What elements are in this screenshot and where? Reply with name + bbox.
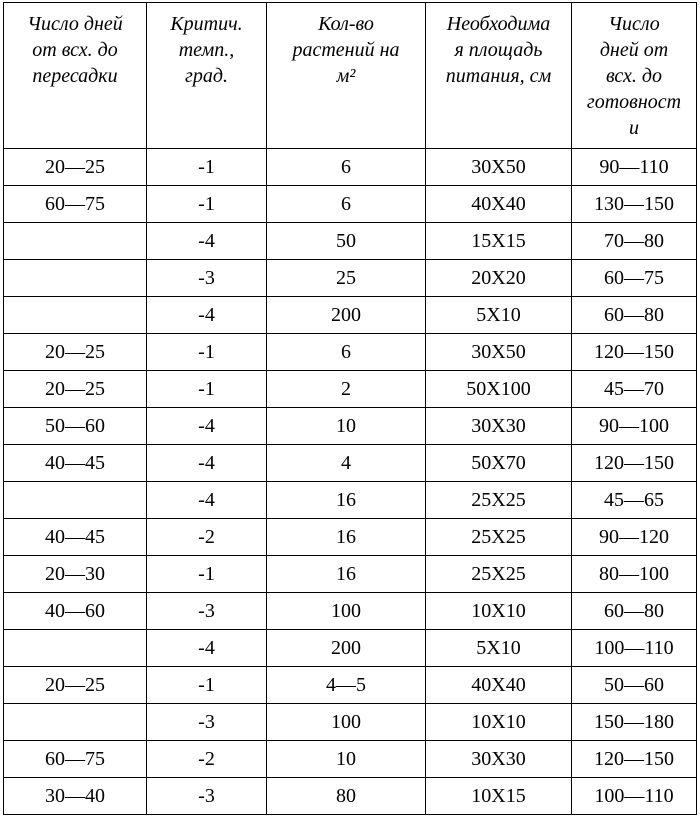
table-row	[4, 371, 697, 408]
cell-days-to-readiness: 130—150	[572, 186, 697, 223]
cell-days-to-readiness: 45—70	[572, 371, 697, 408]
cell-critical-temperature: -4	[147, 297, 267, 334]
cell-days-to-transplant: 40—60	[4, 593, 147, 630]
cell-critical-temperature: -1	[147, 186, 267, 223]
cell-plants-per-m2: 200	[267, 630, 426, 667]
table-row	[4, 704, 697, 741]
cell-days-to-transplant	[4, 260, 147, 297]
cell-critical-temperature: -4	[147, 223, 267, 260]
data-table	[3, 2, 697, 815]
cell-days-to-readiness: 60—80	[572, 297, 697, 334]
cell-critical-temperature: -3	[147, 778, 267, 815]
table-body	[4, 149, 697, 815]
cell-feeding-area: 30X50	[426, 149, 572, 186]
cell-critical-temperature: -1	[147, 149, 267, 186]
table-row	[4, 519, 697, 556]
cell-days-to-transplant: 30—40	[4, 778, 147, 815]
cell-plants-per-m2: 10	[267, 408, 426, 445]
header-days-to-readiness	[572, 3, 697, 149]
cell-critical-temperature: -3	[147, 260, 267, 297]
cell-critical-temperature: -2	[147, 519, 267, 556]
cell-days-to-transplant: 20—25	[4, 371, 147, 408]
cell-critical-temperature: -1	[147, 334, 267, 371]
header-label: Число дней от всх. до пересадки	[27, 13, 123, 87]
cell-plants-per-m2: 6	[267, 334, 426, 371]
table-row	[4, 223, 697, 260]
cell-feeding-area: 40X40	[426, 186, 572, 223]
cell-feeding-area: 40X40	[426, 667, 572, 704]
header-label: Необходима я площадь питания, см	[445, 13, 552, 87]
cell-critical-temperature: -1	[147, 371, 267, 408]
table-row	[4, 482, 697, 519]
cell-feeding-area: 50X100	[426, 371, 572, 408]
cell-feeding-area: 5X10	[426, 630, 572, 667]
cell-plants-per-m2: 6	[267, 149, 426, 186]
table-row	[4, 186, 697, 223]
header-label: Число дней от всх. до готовност и	[586, 13, 682, 139]
cell-plants-per-m2: 200	[267, 297, 426, 334]
table-row	[4, 260, 697, 297]
cell-plants-per-m2: 50	[267, 223, 426, 260]
cell-days-to-transplant: 20—25	[4, 667, 147, 704]
table-row	[4, 334, 697, 371]
cell-plants-per-m2: 80	[267, 778, 426, 815]
cell-plants-per-m2: 10	[267, 741, 426, 778]
cell-days-to-readiness: 60—80	[572, 593, 697, 630]
cell-days-to-readiness: 150—180	[572, 704, 697, 741]
header-plants-per-m2	[267, 3, 426, 149]
table-row	[4, 445, 697, 482]
cell-days-to-transplant: 60—75	[4, 741, 147, 778]
cell-critical-temperature: -1	[147, 667, 267, 704]
cell-days-to-transplant	[4, 223, 147, 260]
cell-plants-per-m2: 2	[267, 371, 426, 408]
cell-days-to-readiness: 120—150	[572, 445, 697, 482]
table-row	[4, 408, 697, 445]
cell-plants-per-m2: 6	[267, 186, 426, 223]
cell-feeding-area: 30X30	[426, 741, 572, 778]
cell-feeding-area: 25X25	[426, 482, 572, 519]
cell-critical-temperature: -4	[147, 630, 267, 667]
cell-feeding-area: 15X15	[426, 223, 572, 260]
cell-critical-temperature: -2	[147, 741, 267, 778]
cell-days-to-readiness: 50—60	[572, 667, 697, 704]
cell-days-to-transplant: 50—60	[4, 408, 147, 445]
cell-plants-per-m2: 16	[267, 482, 426, 519]
table-row	[4, 297, 697, 334]
cell-feeding-area: 10X10	[426, 704, 572, 741]
cell-feeding-area: 30X50	[426, 334, 572, 371]
cell-critical-temperature: -4	[147, 408, 267, 445]
cell-days-to-transplant: 40—45	[4, 445, 147, 482]
cell-days-to-readiness: 100—110	[572, 630, 697, 667]
cell-days-to-transplant: 20—30	[4, 556, 147, 593]
table-row	[4, 630, 697, 667]
cell-critical-temperature: -4	[147, 482, 267, 519]
cell-days-to-readiness: 100—110	[572, 778, 697, 815]
table-row	[4, 149, 697, 186]
cell-days-to-readiness: 70—80	[572, 223, 697, 260]
cell-feeding-area: 5X10	[426, 297, 572, 334]
header-critical-temperature	[147, 3, 267, 149]
cell-days-to-readiness: 120—150	[572, 741, 697, 778]
header-row	[4, 3, 697, 149]
cell-plants-per-m2: 25	[267, 260, 426, 297]
table-row	[4, 778, 697, 815]
cell-days-to-readiness: 90—120	[572, 519, 697, 556]
cell-plants-per-m2: 100	[267, 593, 426, 630]
cell-plants-per-m2: 16	[267, 556, 426, 593]
header-days-to-transplant	[4, 3, 147, 149]
table-row	[4, 667, 697, 704]
cell-plants-per-m2: 4	[267, 445, 426, 482]
cell-days-to-readiness: 90—100	[572, 408, 697, 445]
cell-feeding-area: 25X25	[426, 556, 572, 593]
cell-days-to-transplant: 20—25	[4, 334, 147, 371]
header-label: Критич. темп., град.	[170, 13, 243, 87]
cell-days-to-readiness: 60—75	[572, 260, 697, 297]
table-row	[4, 556, 697, 593]
cell-days-to-readiness: 90—110	[572, 149, 697, 186]
cell-days-to-readiness: 45—65	[572, 482, 697, 519]
cell-days-to-readiness: 80—100	[572, 556, 697, 593]
table-row	[4, 593, 697, 630]
cell-days-to-transplant	[4, 630, 147, 667]
header-label: Кол-во растений на м²	[292, 13, 400, 87]
cell-days-to-transplant: 40—45	[4, 519, 147, 556]
table-header	[4, 3, 697, 149]
cell-critical-temperature: -3	[147, 704, 267, 741]
cell-plants-per-m2: 16	[267, 519, 426, 556]
cell-critical-temperature: -3	[147, 593, 267, 630]
cell-plants-per-m2: 4—5	[267, 667, 426, 704]
cell-critical-temperature: -4	[147, 445, 267, 482]
cell-feeding-area: 10X15	[426, 778, 572, 815]
cell-days-to-transplant	[4, 482, 147, 519]
cell-days-to-transplant	[4, 297, 147, 334]
cell-feeding-area: 50X70	[426, 445, 572, 482]
cell-plants-per-m2: 100	[267, 704, 426, 741]
cell-feeding-area: 10X10	[426, 593, 572, 630]
cell-feeding-area: 30X30	[426, 408, 572, 445]
cell-critical-temperature: -1	[147, 556, 267, 593]
cell-days-to-transplant: 20—25	[4, 149, 147, 186]
cell-days-to-readiness: 120—150	[572, 334, 697, 371]
cell-feeding-area: 20X20	[426, 260, 572, 297]
cell-days-to-transplant	[4, 704, 147, 741]
cell-feeding-area: 25X25	[426, 519, 572, 556]
table-row	[4, 741, 697, 778]
cell-days-to-transplant: 60—75	[4, 186, 147, 223]
header-feeding-area	[426, 3, 572, 149]
